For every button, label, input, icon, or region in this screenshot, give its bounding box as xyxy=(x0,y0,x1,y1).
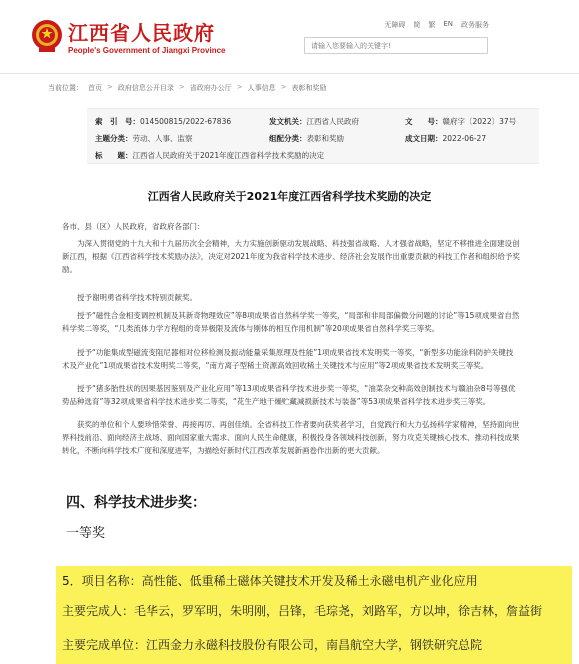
article-paragraph-2: 授予谢明勇省科学技术特别贡献奖。 xyxy=(77,293,197,302)
main-units-line: 主要完成单位：江西金力永磁科技股份有限公司，南昌航空大学，钢铁研究总院 xyxy=(62,638,483,652)
article-paragraph-4: 授予“功能集成型磁流变阻尼器相对位移检测及振动能量采集原理及性能”1项成果省技术发明奖一等奖，“新型多功能涂料防护关键技术及产业化”1项成果省技术发明奖二等奖，“南方离子型稀土资源高效回收稀土关键技术与应用”等2项成果省技术发明奖三等奖。 xyxy=(62,348,514,370)
section-subheading: 一等奖 xyxy=(66,526,106,541)
breadcrumb-item-catalog[interactable]: 政府信息公开目录 xyxy=(117,84,174,92)
breadcrumb-item-awards[interactable]: 表彰和奖励 xyxy=(291,84,327,92)
search-input[interactable] xyxy=(304,37,488,54)
breadcrumb-prefix: 当前位置： xyxy=(48,84,83,92)
meta-title: 标 题：江西省人民政府关于2021年度江西省科学技术奖励的决定 xyxy=(95,151,325,160)
article-paragraph-6: 获奖的单位和个人要珍惜荣誉、再接再厉、再创佳绩。全省科技工作者要向获奖者学习，自觉践行和大力弘扬科学家精神，坚持面向世界科技前沿、面向经济主战场、面向国家重大需求、面向人民生命健康，积极投身各领域科技创新，努力攻克关键核心技术、推动科技成果转化，不断向科学技术广度和深度进军，为描绘好新时代江西改革发展新画卷作出新的更大贡献。 xyxy=(62,420,520,455)
meta-issuer: 发文机关：江西省人民政府 xyxy=(269,117,359,126)
main-contributors-line: 主要完成人：毛华云，罗军明，朱明刚，吕锋，毛琮尧，刘路军，方以坤，徐吉林，詹益街 xyxy=(62,604,543,618)
meta-topic: 主题分类：劳动、人事、监察 xyxy=(95,134,193,143)
breadcrumb-separator: > xyxy=(236,83,243,91)
document-meta xyxy=(87,108,539,164)
simplified-chinese-link[interactable]: 简 xyxy=(413,21,421,29)
article-paragraph-5: 授予“猪多胎性状的因果基因鉴别及产业化应用”等13项成果省科学技术进步奖一等奖，“油菜杂交种高效创制技术与赣油杂8号等强优势品种选育”等32项成果省科学技术进步奖二等奖，“花生产地干燥贮藏减损新技术与装备”等53项成果省科学技术进步奖三等奖。 xyxy=(62,384,516,406)
breadcrumb-separator: > xyxy=(178,83,185,91)
national-emblem-icon xyxy=(30,18,64,54)
site-subtitle: People's Government of Jiangxi Province xyxy=(68,46,226,55)
project-name-line: 5．项目名称：高性能、低重稀土磁体关键技术开发及稀土永磁电机产业化应用 xyxy=(62,574,478,588)
english-link[interactable]: EN xyxy=(443,20,453,28)
site-header xyxy=(0,0,579,74)
breadcrumb xyxy=(48,83,327,93)
accessibility-link[interactable]: 无障碍 xyxy=(384,21,406,29)
meta-doc-number: 文 号：赣府字〔2022〕37号 xyxy=(405,117,517,126)
breadcrumb-item-office[interactable]: 省政府办公厅 xyxy=(189,84,232,92)
article-paragraph-1: 为深入贯彻党的十九大和十九届历次全会精神，大力实施创新驱动发展战略、科技强省战略、人才强省战略，坚定不移推进全面建设创新江西，根据《江西省科学技术奖励办法》，决定对2021年度为我省科学技术进步、经济社会发展作出重要贡献的科技工作者和组织给予奖励。 xyxy=(62,239,520,274)
article-paragraph-3: 授予“磁性合金相变调控机制及其新奇物理效应”等8项成果省自然科学奖一等奖，“局部和非局部偏微分问题的讨论”等15项成果省自然科学奖二等奖，“几类流体力学方程组的奇异极限及流体与刚体的相互作用机制”等20项成果省自然科学奖三等奖。 xyxy=(62,311,520,333)
article-salutation: 各市、县（区）人民政府，省政府各部门： xyxy=(62,222,205,231)
traditional-chinese-link[interactable]: 繁 xyxy=(428,21,436,29)
section-heading: 四、科学技术进步奖： xyxy=(66,495,206,511)
breadcrumb-separator: > xyxy=(280,83,287,91)
government-services-link[interactable]: 政务服务 xyxy=(461,21,489,29)
meta-index: 索 引 号：014500815/2022-67836 xyxy=(95,117,232,126)
meta-form: 组配分类：表彰和奖励 xyxy=(269,134,344,143)
site-title[interactable]: 江西省人民政府 xyxy=(68,21,215,45)
breadcrumb-item-home[interactable]: 首页 xyxy=(88,84,102,92)
breadcrumb-separator: > xyxy=(107,83,113,91)
article-title: 江西省人民政府关于2021年度江西省科学技术奖励的决定 xyxy=(147,190,432,203)
breadcrumb-item-personnel[interactable]: 人事信息 xyxy=(247,84,276,92)
meta-date: 成文日期：2022-06-27 xyxy=(405,134,487,143)
top-links xyxy=(384,20,489,30)
